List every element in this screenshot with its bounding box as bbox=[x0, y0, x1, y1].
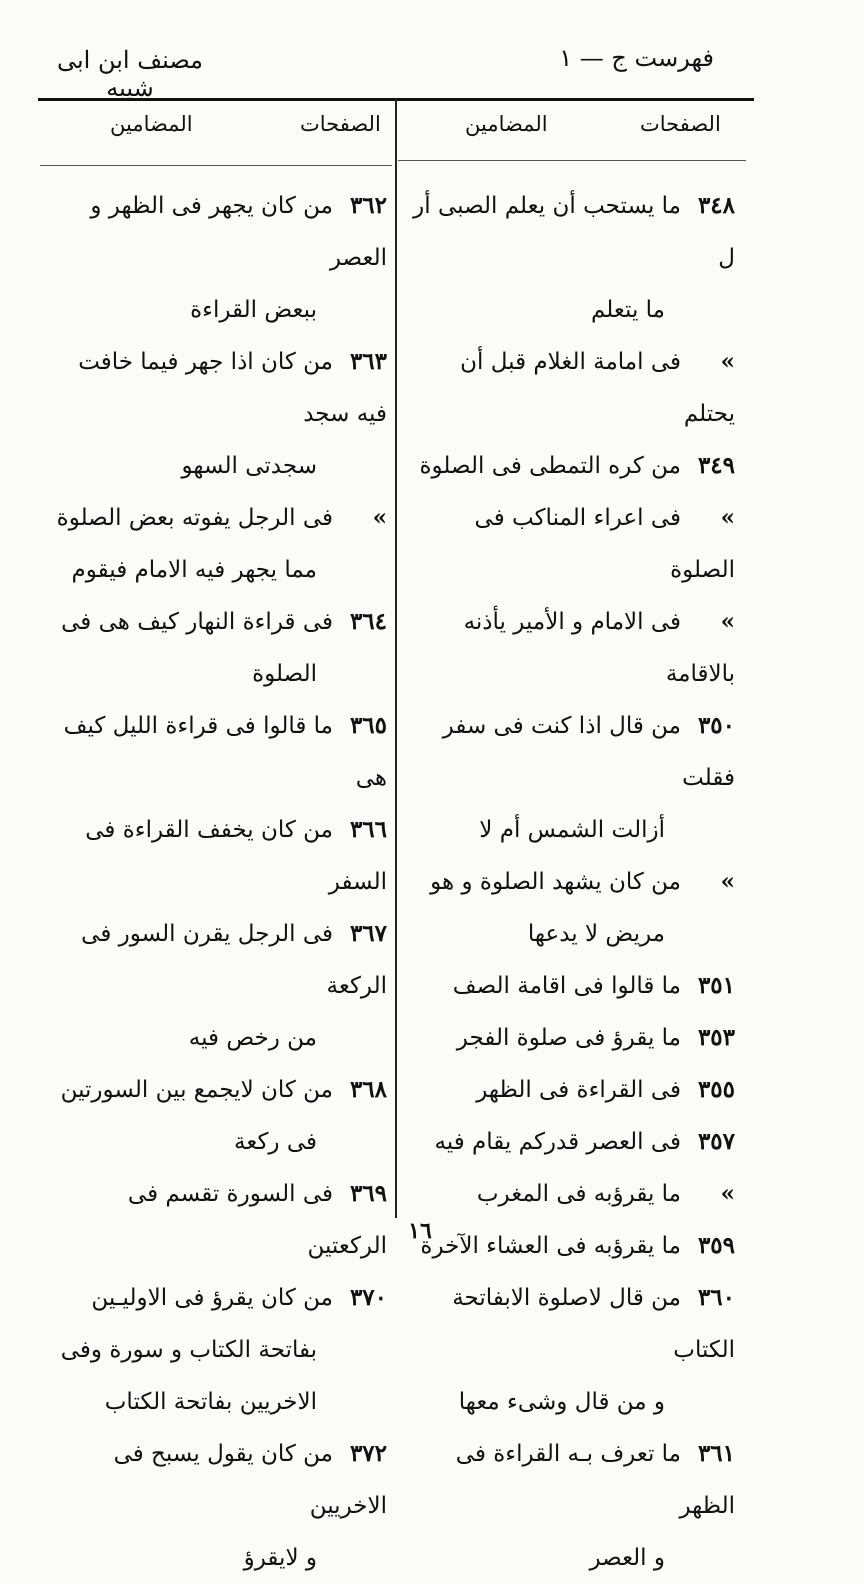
right-header-rule bbox=[398, 160, 746, 161]
index-entry bbox=[45, 1428, 387, 1584]
index-entry bbox=[45, 700, 387, 804]
entry-title: من كان يشهد الصلوة و هو bbox=[430, 869, 681, 895]
entry-page-number: ٣٦٣ bbox=[349, 348, 387, 375]
entry-title: فى الرجل يفوته بعض الصلوة bbox=[56, 505, 333, 531]
entry-page-number: ٣٥٥ bbox=[697, 1076, 735, 1103]
entry-title: ما يستحب أن يعلم الصبى أر ل bbox=[413, 193, 735, 271]
index-entry bbox=[410, 1168, 735, 1220]
index-entry bbox=[410, 596, 735, 700]
index-entry bbox=[410, 1272, 735, 1428]
entry-title-continuation: الاخريين بفاتحة الكتاب bbox=[104, 1389, 317, 1415]
entry-title: ما يقرؤبه فى المغرب bbox=[476, 1181, 681, 1207]
entry-title-continuation: من رخص فيه bbox=[188, 1025, 317, 1051]
entry-page-number: ٣٦٥ bbox=[349, 712, 387, 739]
entry-title: من كره التمطى فى الصلوة bbox=[419, 453, 681, 479]
entry-title: فى القراءة فى الظهر bbox=[476, 1077, 681, 1103]
entry-title: ما قالوا فى اقامة الصف bbox=[452, 973, 681, 999]
entry-title-continuation: مريض لا يدعها bbox=[527, 921, 665, 947]
left-header-rule bbox=[40, 165, 392, 166]
index-entry bbox=[410, 180, 735, 336]
entry-page-number: ٣٦٠ bbox=[697, 1284, 735, 1311]
entry-page-number: ٣٥٧ bbox=[697, 1128, 735, 1155]
entry-title: من كان يقرؤ فى الاوليـين bbox=[91, 1285, 333, 1311]
entry-title: من قال لاصلوة الابفاتحة الكتاب bbox=[452, 1285, 735, 1363]
index-entry bbox=[45, 1064, 387, 1168]
entry-title: من كان اذا جهر فيما خافت فيه سجد bbox=[78, 349, 387, 427]
entry-title: فى امامة الغلام قبل أن يحتلم bbox=[460, 349, 735, 427]
index-entry bbox=[410, 1064, 735, 1116]
entry-page-number: ٣٦٦ bbox=[349, 816, 387, 843]
entry-page-number: » bbox=[372, 504, 387, 531]
entry-page-number: » bbox=[720, 608, 735, 635]
entry-page-number: » bbox=[720, 868, 735, 895]
entry-title: فى قراءة النهار كيف هى فى bbox=[61, 609, 333, 635]
entry-page-number: » bbox=[720, 1180, 735, 1207]
index-entry bbox=[45, 1272, 387, 1428]
entry-title: من كان يجهر فى الظهر و العصر bbox=[90, 193, 387, 271]
entry-title-continuation: و العصر bbox=[589, 1545, 665, 1571]
entry-page-number: ٣٤٨ bbox=[697, 192, 735, 219]
index-entry bbox=[45, 1168, 387, 1272]
entry-page-number: ٣٧٢ bbox=[349, 1440, 387, 1467]
entry-title: ما قالوا فى قراءة الليل كيف هى bbox=[63, 713, 387, 791]
index-entry bbox=[45, 804, 387, 908]
entry-title: فى اعراء المناكب فى الصلوة bbox=[474, 505, 735, 583]
entry-title: من كان يخفف القراءة فى السفر bbox=[85, 817, 387, 895]
index-entry bbox=[45, 336, 387, 492]
left-contents-header: المضامين bbox=[110, 112, 193, 136]
entry-title: ما تعرف بـه القراءة فى الظهر bbox=[455, 1441, 735, 1519]
index-entry bbox=[45, 180, 387, 336]
entry-page-number: ٣٦٨ bbox=[349, 1076, 387, 1103]
index-entry bbox=[410, 1428, 735, 1584]
index-entry bbox=[410, 856, 735, 960]
index-title: فهرست ج — ١ bbox=[559, 44, 714, 72]
entry-page-number: ٣٦١ bbox=[697, 1440, 735, 1467]
index-entry bbox=[410, 1116, 735, 1168]
entry-page-number: ٣٦٧ bbox=[349, 920, 387, 947]
right-pages-header: الصفحات bbox=[640, 112, 721, 136]
column-divider bbox=[395, 98, 397, 1218]
left-pages-header: الصفحات bbox=[300, 112, 381, 136]
entry-title-continuation: أزالت الشمس أم لا bbox=[479, 817, 665, 843]
entry-page-number: ٣٦٢ bbox=[349, 192, 387, 219]
entry-title-continuation: سجدتى السهو bbox=[181, 453, 317, 479]
entry-page-number: » bbox=[720, 348, 735, 375]
entry-page-number: ٣٦٩ bbox=[349, 1180, 387, 1207]
entry-page-number: ٣٥٣ bbox=[697, 1024, 735, 1051]
entry-title: ما يقرؤ فى صلوة الفجر bbox=[456, 1025, 681, 1051]
entry-title-continuation: و من قال وشىء معها bbox=[458, 1389, 665, 1415]
entry-page-number: ٣٥١ bbox=[697, 972, 735, 999]
entry-title-continuation: و لايقرؤ bbox=[243, 1545, 317, 1571]
entry-title: فى السورة تقسم فى الركعتين bbox=[127, 1181, 387, 1259]
entry-page-number: ٣٥٩ bbox=[697, 1232, 735, 1259]
entry-title-continuation: بفاتحة الكتاب و سورة وفى bbox=[60, 1337, 317, 1363]
index-entry bbox=[410, 336, 735, 440]
index-entry bbox=[410, 700, 735, 856]
page-number: ١٦ bbox=[408, 1218, 432, 1244]
index-entry bbox=[410, 960, 735, 1012]
book-title: مصنف ابن ابى شيبه bbox=[57, 46, 203, 102]
index-entry bbox=[45, 492, 387, 596]
entry-title-continuation: ببعض القراءة bbox=[190, 297, 317, 323]
index-entry bbox=[410, 440, 735, 492]
entry-page-number: ٣٧٠ bbox=[349, 1284, 387, 1311]
right-column bbox=[410, 180, 735, 1584]
index-entry bbox=[45, 596, 387, 700]
index-entry bbox=[410, 1220, 735, 1272]
entry-page-number: » bbox=[720, 504, 735, 531]
entry-title-continuation: فى ركعة bbox=[234, 1129, 317, 1155]
entry-title: فى العصر قدركم يقام فيه bbox=[434, 1129, 681, 1155]
entry-page-number: ٣٦٤ bbox=[349, 608, 387, 635]
entry-title: ما يقرؤبه فى العشاء الآخرة bbox=[420, 1233, 681, 1259]
entry-title-continuation: ما يتعلم bbox=[591, 297, 665, 323]
entry-title-continuation: الصلوة bbox=[252, 661, 317, 687]
entry-title: فى الامام و الأمير يأذنه بالاقامة bbox=[463, 609, 735, 687]
index-entry bbox=[45, 908, 387, 1064]
entry-title: من كان يقول يسبح فى الاخريين bbox=[113, 1441, 387, 1519]
entry-title: من كان لايجمع بين السورتين bbox=[60, 1077, 333, 1103]
right-contents-header: المضامين bbox=[465, 112, 548, 136]
entry-page-number: ٣٥٠ bbox=[697, 712, 735, 739]
index-entry bbox=[410, 1012, 735, 1064]
entry-page-number: ٣٤٩ bbox=[697, 452, 735, 479]
entry-title: فى الرجل يقرن السور فى الركعة bbox=[81, 921, 387, 999]
index-entry bbox=[410, 492, 735, 596]
left-column bbox=[45, 180, 387, 1584]
entry-title-continuation: مما يجهر فيه الامام فيقوم bbox=[71, 557, 317, 583]
entry-title: من قال اذا كنت فى سفر فقلت bbox=[442, 713, 735, 791]
